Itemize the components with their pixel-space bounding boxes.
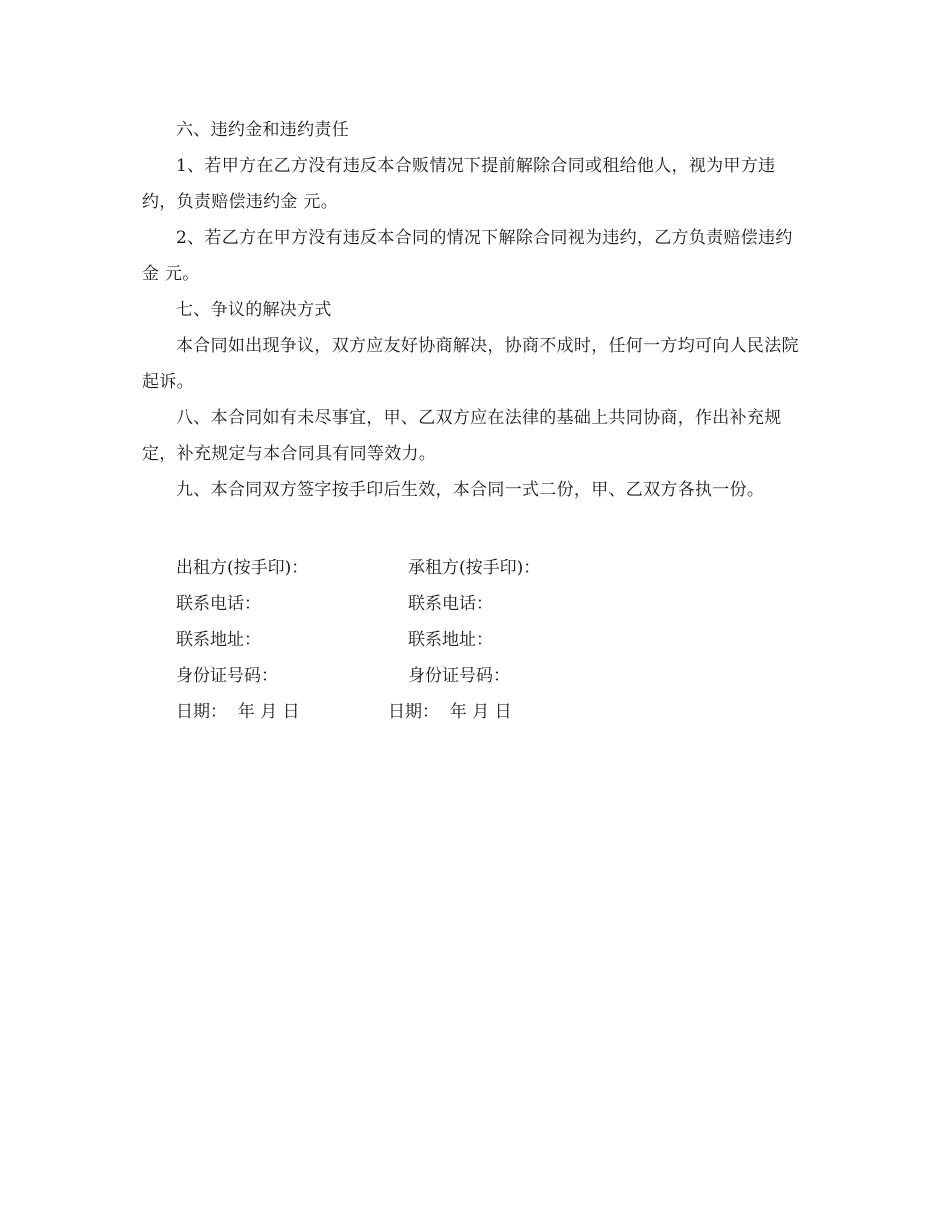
signature-row-id bbox=[176, 658, 736, 694]
lessee-id-label: 身份证号码： bbox=[408, 666, 510, 686]
section-8-text: 八、本合同如有未尽事宜，甲、乙双方应在法律的基础上共同协商，作出补充规定，补充规定与本合同具有同等效力。 bbox=[142, 408, 782, 464]
signature-row-address bbox=[176, 622, 736, 658]
lessor-label: 出租方(按手印)： bbox=[176, 558, 309, 578]
signature-row-date bbox=[176, 694, 736, 730]
lessee-date-label: 日期： 年 月 日 bbox=[388, 702, 512, 722]
section-7-title: 七、争议的解决方式 bbox=[176, 300, 332, 320]
section-6-clause-2: 2、若乙方在甲方没有违反本合同的情况下解除合同视为违约，乙方负责赔偿违约金 元。 bbox=[142, 228, 793, 284]
signature-row-parties bbox=[176, 550, 736, 586]
lessee-address-label: 联系地址： bbox=[408, 630, 493, 650]
lessor-date-label: 日期： 年 月 日 bbox=[176, 702, 300, 722]
section-7-text: 本合同如出现争议，双方应友好协商解决，协商不成时，任何一方均可向人民法院起诉。 bbox=[142, 336, 799, 392]
section-6-title: 六、违约金和违约责任 bbox=[176, 120, 349, 140]
lessee-label: 承租方(按手印)： bbox=[408, 558, 541, 578]
contract-body bbox=[142, 112, 808, 508]
lessee-phone-label: 联系电话： bbox=[408, 594, 493, 614]
signature-row-phone bbox=[176, 586, 736, 622]
lessor-phone-label: 联系电话： bbox=[176, 594, 261, 614]
section-6-clause-1: 1、若甲方在乙方没有违反本合贩情况下提前解除合同或租给他人，视为甲方违约，负责赔偿违约金 元。 bbox=[142, 156, 776, 212]
section-9-text: 九、本合同双方签字按手印后生效，本合同一式二份，甲、乙双方各执一份。 bbox=[176, 480, 765, 500]
signature-block bbox=[176, 550, 736, 730]
lessor-id-label: 身份证号码： bbox=[176, 666, 278, 686]
lessor-address-label: 联系地址： bbox=[176, 630, 261, 650]
